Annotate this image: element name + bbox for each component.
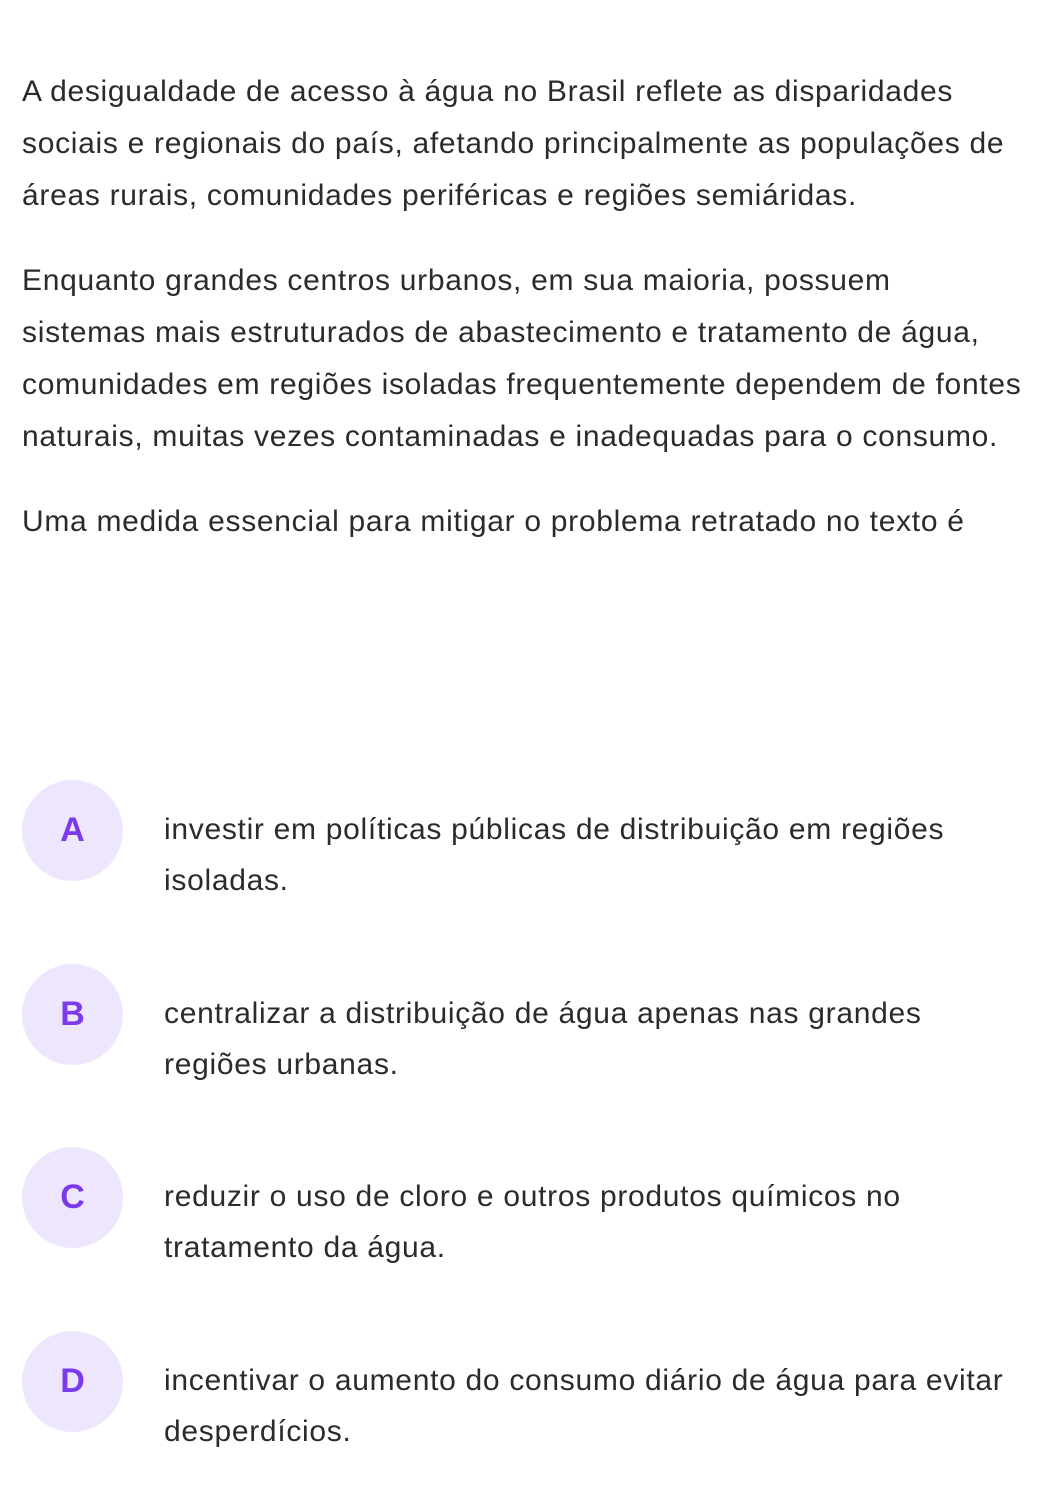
question-passage: [22, 66, 1022, 548]
option-text: investir em políticas públicas de distribuição em regiões isoladas.: [164, 813, 945, 897]
option-a[interactable]: [22, 780, 1022, 897]
question-prompt: Uma medida essencial para mitigar o problema retratado no texto é: [22, 505, 965, 538]
option-text: incentivar o aumento do consumo diário de água para evitar desperdícios.: [164, 1364, 1004, 1448]
option-letter-badge: B: [22, 964, 123, 1065]
passage-paragraph-2: Enquanto grandes centros urbanos, em sua maioria, possuem sistemas mais estruturados de abastecimento e tratamento de água, comunidades em regiões isoladas frequentemente dependem de fontes naturais, muitas vezes contaminadas e inadequadas para o consumo.: [22, 264, 1022, 453]
option-c[interactable]: [22, 1147, 1022, 1264]
option-b[interactable]: [22, 964, 1022, 1081]
option-letter-badge: A: [22, 780, 123, 881]
option-letter-badge: C: [22, 1147, 123, 1248]
option-d[interactable]: [22, 1331, 1022, 1448]
option-text: reduzir o uso de cloro e outros produtos químicos no tratamento da água.: [164, 1180, 901, 1264]
passage-paragraph-1: A desigualdade de acesso à água no Brasil reflete as disparidades sociais e regionais do país, afetando principalmente as populações de áreas rurais, comunidades periféricas e regiões semiáridas.: [22, 75, 1005, 212]
option-text: centralizar a distribuição de água apenas nas grandes regiões urbanas.: [164, 997, 922, 1081]
option-letter-badge: D: [22, 1331, 123, 1432]
